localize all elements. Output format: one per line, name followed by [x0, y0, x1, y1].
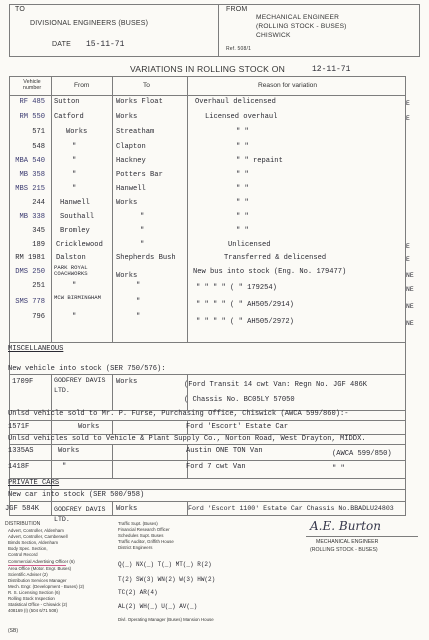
reason-text: " " — [236, 171, 249, 179]
reason-text: New bus into stock (Eng. No. 179477) — [193, 268, 347, 276]
row-marker: E — [406, 100, 410, 107]
distribution-item: Schedules Supt. Buses — [118, 533, 164, 538]
reason-text: Ford 7 cwt Van — [186, 463, 246, 471]
title-date: 12-11-71 — [312, 65, 351, 74]
from-depot: PARK ROYAL COACHWORKS — [54, 264, 88, 277]
vehicle-number: 1418F — [8, 463, 30, 471]
to-depot: Works — [116, 505, 138, 513]
column-header-from: From — [74, 82, 90, 89]
distribution-item: Rolling Stock Inspection — [8, 596, 55, 601]
to-depot: Potters Bar — [116, 171, 163, 179]
unlicensed-sale-line-1: Unlsd vehicle sold to Mr. P. Furse, Purchasing Office, Chiswick (AWCA 599/860):- — [8, 410, 349, 418]
depot-grid-row: Q(_) NX(_) T(_) MT(_) R(2) — [118, 561, 212, 568]
distribution-item: Traffic Supt. (Buses) — [118, 521, 158, 526]
to-depot: Clapton — [116, 143, 146, 151]
from-depot: " — [72, 185, 77, 193]
signature-title-2: (ROLLING STOCK - BUSES) — [310, 547, 378, 553]
from-depot: " — [72, 143, 77, 151]
vehicle-number: MBS 215 — [15, 185, 45, 193]
row-marker: E — [406, 115, 410, 122]
reason-text: (Ford Transit 14 cwt Van: Regn No. JGF 486K — [184, 381, 368, 389]
reason-text: " " — [236, 143, 249, 151]
distribution-item: Mech. Engr. (Development - Buses) (2) — [8, 584, 85, 589]
to-depot: " — [136, 298, 141, 306]
vehicle-number: 548 — [32, 143, 45, 151]
vehicle-number: RF 485 — [19, 98, 45, 106]
to-depot: Works — [116, 272, 138, 280]
new-vehicle-line: New vehicle into stock (SER 750/576): — [8, 365, 166, 373]
to-depot: Works — [116, 378, 138, 386]
from-line-3: CHISWICK — [256, 32, 291, 39]
row-marker: NE — [406, 303, 414, 310]
reason-text: " " " " ( " 179254) — [196, 284, 277, 292]
date-value: 15-11-71 — [86, 40, 125, 49]
from-depot: GODFREY DAVIS LTD. — [54, 506, 106, 523]
from-depot: GODFREY DAVIS LTD. — [54, 377, 106, 394]
to-depot: " — [140, 227, 145, 235]
to-depot: " — [140, 241, 145, 249]
reason-text: Overhaul delicensed — [195, 98, 276, 106]
from-depot: Sutton — [54, 98, 80, 106]
to-depot: Works — [58, 447, 80, 455]
to-label: TO — [15, 6, 25, 13]
to-depot: Hackney — [116, 157, 146, 165]
vehicle-number: JGF 584K — [5, 505, 40, 513]
vehicle-number: 796 — [32, 313, 45, 321]
distribution-item: 408169 (I) (504 6/71 508) — [8, 608, 58, 613]
vehicle-number: RM 550 — [19, 113, 45, 121]
distribution-item: Commercial Advertising Officer (6) — [8, 559, 75, 564]
distribution-label: DISTRIBUTION — [5, 521, 41, 527]
distribution-item: Traffic Auditor, Griffith House — [118, 539, 174, 544]
vehicle-number: DMS 250 — [15, 268, 45, 276]
to-depot: Works — [116, 113, 138, 121]
from-depot: Catford — [54, 113, 84, 121]
reason-text: Austin ONE TON Van — [186, 447, 263, 455]
row-marker: NE — [406, 286, 414, 293]
reason-text: " " — [236, 227, 249, 235]
reason-text: " " — [236, 185, 249, 193]
row-marker: E — [406, 256, 410, 263]
distribution-item: R. S. Licensing Section (6) — [8, 590, 60, 595]
distribution-item: Advert, Controller, Aldenham — [8, 528, 64, 533]
distribution-item: Control Record — [8, 552, 38, 557]
distribution-item: Advert, Controller, Camberwell — [8, 534, 68, 539]
distribution-item: District Engineers — [118, 545, 153, 550]
depot-grid-row: T(2) SW(3) WN(2) W(3) HW(2) — [118, 576, 216, 583]
reason-text: Ford 'Escort 1100' Estate Car Chassis No.BBADLU24803 — [188, 505, 394, 512]
distribution-item: Body Spec. Section, — [8, 546, 48, 551]
to-depot: Hanwell — [116, 185, 146, 193]
to-depot: Works — [116, 199, 138, 207]
to-depot: Streatham — [116, 128, 155, 136]
handwritten-signature: A.E. Burton — [310, 519, 381, 533]
from-depot: Dalston — [56, 254, 86, 262]
from-line-2: (ROLLING STOCK - BUSES) — [256, 23, 347, 30]
from-depot: " — [72, 282, 77, 290]
from-line-1: MECHANICAL ENGINEER — [256, 14, 340, 21]
to-depot: Shepherds Bush — [116, 254, 176, 262]
from-depot: Bromley — [60, 227, 90, 235]
column-header-to: To — [143, 82, 150, 89]
reason-ref: (AWCA 599/850) — [332, 450, 392, 458]
reason-text: " " — [236, 199, 249, 207]
to-depot: " — [136, 282, 141, 290]
reason-text: " " — [236, 128, 249, 136]
new-car-line: New car into stock (SER 500/958) — [8, 491, 145, 499]
vehicle-number: RM 1981 — [15, 254, 45, 262]
row-marker: NE — [406, 272, 414, 279]
vehicle-number: 1709F — [12, 378, 34, 386]
distribution-item: Scientific Adviser (2) — [8, 572, 48, 577]
page-title: VARIATIONS IN ROLLING STOCK ON — [130, 64, 285, 74]
reason-text: " " — [236, 213, 249, 221]
ref-number: Ref. 508/1 — [226, 46, 252, 52]
reason-text: Unlicensed — [228, 241, 271, 249]
signature-title-1: MECHANICAL ENGINEER — [316, 539, 379, 545]
from-depot: " — [72, 157, 77, 165]
vehicle-number: MB 338 — [19, 213, 45, 221]
distribution-item: Area Office (Motor. Engr. Buses) — [8, 566, 72, 571]
vehicle-number: 571 — [32, 128, 45, 136]
from-depot: Works — [66, 128, 88, 136]
reason-text: " " repaint — [236, 157, 283, 165]
distribution-item: Distribution Services Manager — [8, 578, 67, 583]
to-value: DIVISIONAL ENGINEERS (BUSES) — [30, 20, 149, 27]
row-marker: E — [406, 243, 410, 250]
reason-text: Transferred & delicensed — [224, 254, 327, 262]
vehicle-number: SMS 778 — [15, 298, 45, 306]
to-depot: " — [140, 213, 145, 221]
reason-text-2: ( Chassis No. BC05LY 57050 — [184, 396, 295, 404]
to-depot: Works — [78, 423, 100, 431]
reason-text: Ford 'Escort' Estate Car — [186, 423, 289, 431]
vehicle-number: 251 — [32, 282, 45, 290]
distribution-item: Statistical Office - Chiswick (2) — [8, 602, 68, 607]
from-label: FROM — [226, 6, 248, 13]
from-depot: Hanwell — [60, 199, 90, 207]
from-depot: " — [72, 313, 77, 321]
from-depot: " — [72, 171, 77, 179]
vehicle-number: 189 — [32, 241, 45, 249]
vehicle-number: MBA 540 — [15, 157, 45, 165]
column-header-vehicle: Vehicle number — [22, 79, 42, 91]
reason-text: Licensed overhaul — [205, 113, 278, 121]
reason-text: " " " " ( " AH505/2914) — [196, 301, 294, 309]
depot-grid-row: TC(2) AR(4) — [118, 589, 158, 596]
date-label: DATE — [52, 41, 71, 48]
vehicle-number: MB 358 — [19, 171, 45, 179]
to-depot: Works Float — [116, 98, 163, 106]
distribution-footer: Divl. Operating Manager (Buses) Mansion House — [118, 617, 214, 622]
sb-marker: (SB) — [8, 628, 18, 634]
misc-heading: MISCELLANEOUS — [8, 345, 64, 353]
depot-grid-row: AL(2) WH(_) U(_) AV(_) — [118, 603, 198, 610]
vehicle-number: 1335AS — [8, 447, 34, 455]
vehicle-number: 1571F — [8, 423, 30, 431]
vehicle-number: 345 — [32, 227, 45, 235]
from-depot: Cricklewood — [56, 241, 103, 249]
to-depot: " — [136, 313, 141, 321]
distribution-item: Bimds Section, Aldenham — [8, 540, 59, 545]
distribution-item: Financial Research Officer — [118, 527, 170, 532]
from-depot: Southall — [60, 213, 95, 221]
reason-text: " " " " ( " AH505/2972) — [196, 318, 294, 326]
to-depot: " — [62, 463, 67, 471]
unlicensed-sale-line-2: Unlsd vehicles sold to Vehicle & Plant Supply Co., Norton Road, West Drayton, MIDDX. — [8, 435, 366, 443]
vehicle-number: 244 — [32, 199, 45, 207]
reason-ref: " " — [332, 465, 345, 473]
column-header-reason: Reason for variation — [258, 82, 318, 89]
private-cars-heading: PRIVATE CARS — [8, 479, 60, 487]
row-marker: NE — [406, 320, 414, 327]
from-depot: MCW BIRMINGHAM — [54, 294, 101, 301]
